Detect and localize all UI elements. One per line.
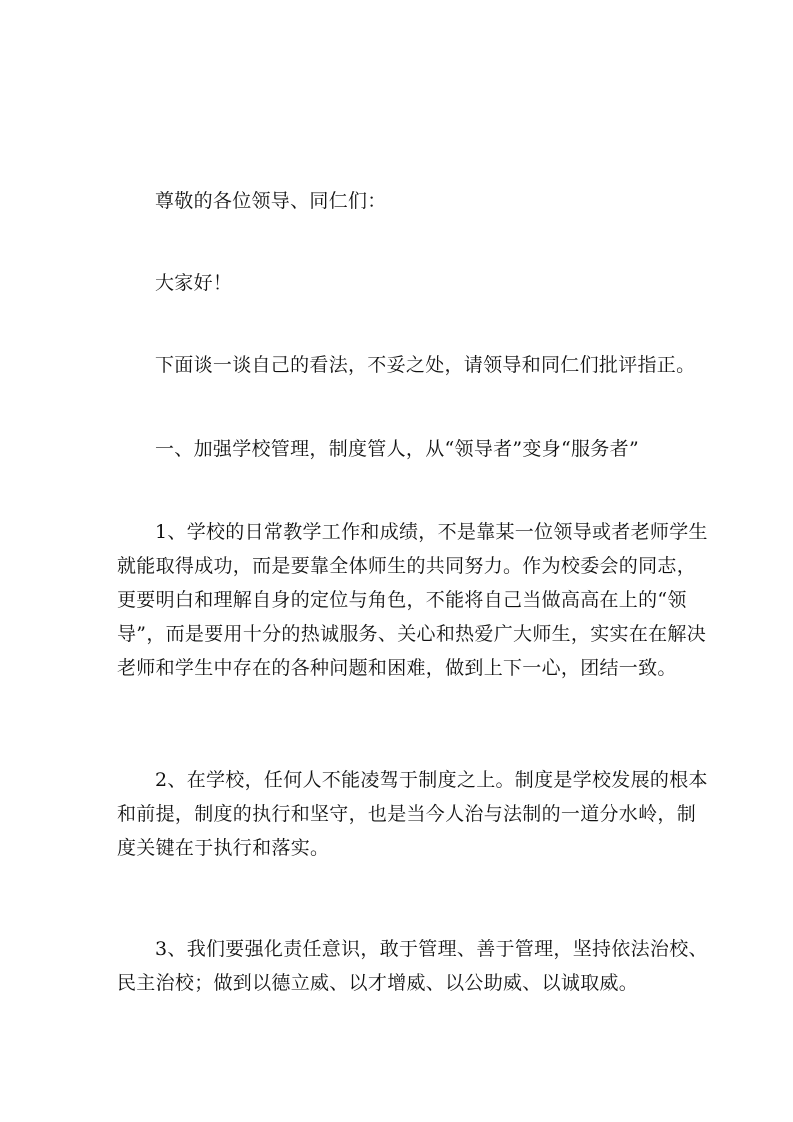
paragraph-line: 更要明白和理解自身的定位与角色，不能将自己当做高高在上的“领 — [117, 589, 687, 611]
paragraph-line: 度关键在于执行和落实。 — [117, 837, 330, 859]
paragraph-line: 1、学校的日常教学工作和成绩，不是靠某一位领导或者老师学生 — [155, 521, 708, 543]
paragraph-line: 导”，而是要用十分的热诚服务、关心和热爱广大师生，实实在在解决 — [117, 623, 707, 645]
hello-line: 大家好！ — [155, 272, 233, 294]
intro-line: 下面谈一谈自己的看法，不妥之处，请领导和同仁们批评指正。 — [155, 354, 696, 376]
paragraph-line: 2、在学校，任何人不能凌驾于制度之上。制度是学校发展的根本 — [155, 769, 708, 791]
paragraph-line: 和前提，制度的执行和坚守，也是当今人治与法制的一道分水岭，制 — [117, 803, 697, 825]
section-heading: 一、加强学校管理，制度管人，从“领导者”变身“服务者” — [155, 438, 639, 460]
paragraph-line: 民主治校；做到以德立威、以才增威、以公助威、以诚取威。 — [117, 972, 639, 994]
paragraph-line: 老师和学生中存在的各种问题和困难，做到上下一心，团结一致。 — [117, 657, 677, 679]
paragraph-line: 3、我们要强化责任意识，敢于管理、善于管理，坚持依法治校、 — [155, 938, 708, 960]
greeting-line: 尊敬的各位领导、同仁们： — [155, 190, 387, 212]
paragraph-line: 就能取得成功，而是要靠全体师生的共同努力。作为校委会的同志， — [117, 555, 697, 577]
